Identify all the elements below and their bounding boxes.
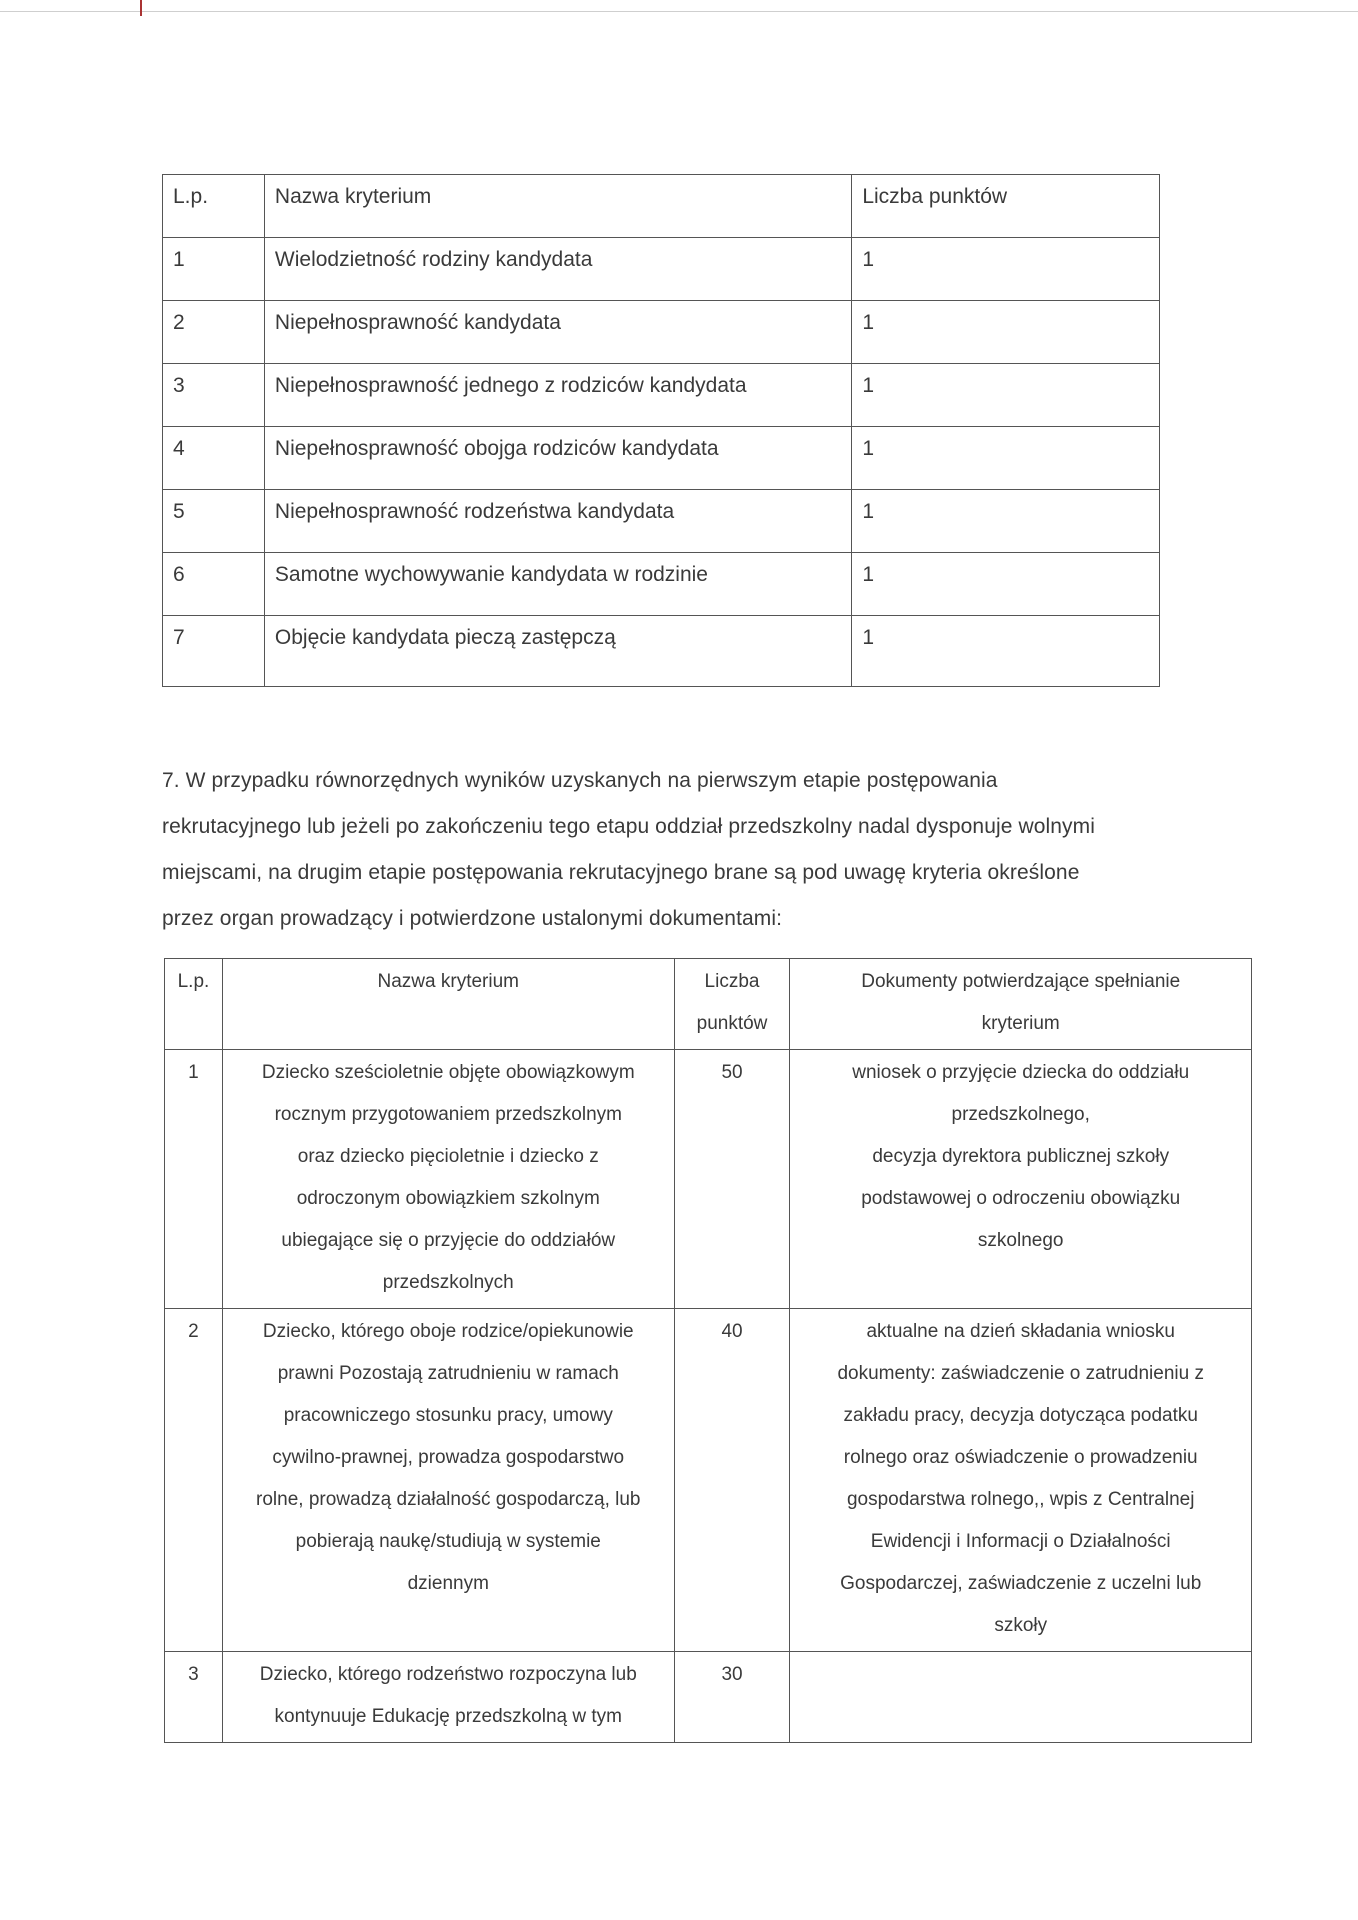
table-row — [163, 301, 1160, 364]
header-documents — [790, 959, 1252, 1050]
header-line: Dokumenty potwierdzające spełnianie — [861, 971, 1181, 992]
cell-line: pobierają naukę/studiują w systemie — [295, 1531, 601, 1552]
cell-line: pracowniczego stosunku pracy, umowy — [283, 1405, 613, 1426]
cell-criterion-name: Niepełnosprawność obojga rodziców kandydata — [264, 427, 851, 490]
cell-documents — [790, 1309, 1252, 1652]
cell-lp: 3 — [163, 364, 265, 427]
cell-points: 1 — [852, 490, 1160, 553]
header-line: Nazwa kryterium — [377, 971, 519, 992]
cell-line: Dziecko sześcioletnie objęte obowiązkowym — [261, 1062, 635, 1083]
cell-lp: 1 — [163, 238, 265, 301]
table-row — [163, 364, 1160, 427]
header-criterion-name — [222, 959, 674, 1050]
cell-line: decyzja dyrektora publicznej szkoły — [872, 1146, 1170, 1167]
cell-line: szkoły — [994, 1615, 1048, 1636]
cell-points: 50 — [674, 1050, 790, 1309]
cell-lp: 1 — [165, 1050, 223, 1309]
paragraph-line: przez organ prowadzący i potwierdzone ustalonymi dokumentami: — [162, 907, 783, 930]
cell-line: Ewidencji i Informacji o Działalności — [870, 1531, 1171, 1552]
header-criterion-name: Nazwa kryterium — [264, 175, 851, 238]
scan-top-border — [0, 11, 1358, 12]
cell-criterion-name — [222, 1309, 674, 1652]
cell-criterion-name: Samotne wychowywanie kandydata w rodzinie — [264, 553, 851, 616]
cell-line: przedszkolnego, — [951, 1104, 1090, 1125]
header-points: Liczba punktów — [852, 175, 1160, 238]
cell-line: dziennym — [407, 1573, 489, 1594]
cell-criterion-name: Wielodzietność rodziny kandydata — [264, 238, 851, 301]
cell-line: odroczonym obowiązkiem szkolnym — [296, 1188, 600, 1209]
cell-lp: 7 — [163, 616, 265, 687]
criteria-table-stage-1 — [162, 174, 1160, 687]
header-lp: L.p. — [163, 175, 265, 238]
table-row — [165, 1309, 1252, 1652]
table-row — [163, 238, 1160, 301]
cell-lp: 3 — [165, 1652, 223, 1743]
cell-lp: 4 — [163, 427, 265, 490]
cell-line: zakładu pracy, decyzja dotycząca podatku — [843, 1405, 1198, 1426]
paragraph-line: miejscami, na drugim etapie postępowania rekrutacyjnego brane są pod uwagę kryteria określone — [162, 861, 1080, 884]
cell-lp: 6 — [163, 553, 265, 616]
paragraph-stage-2 — [162, 758, 1172, 942]
cell-criterion-name: Niepełnosprawność kandydata — [264, 301, 851, 364]
cell-line: szkolnego — [977, 1230, 1064, 1251]
header-line: punktów — [696, 1013, 768, 1034]
header-points — [674, 959, 790, 1050]
cell-line: dokumenty: zaświadczenie o zatrudnieniu z — [837, 1363, 1204, 1384]
cell-line: Dziecko, którego oboje rodzice/opiekunowie — [262, 1321, 634, 1342]
header-line: kryterium — [981, 1013, 1060, 1034]
cell-line: cywilno-prawnej, prowadza gospodarstwo — [272, 1447, 625, 1468]
cell-line: prawni Pozostają zatrudnieniu w ramach — [277, 1363, 619, 1384]
cell-line: oraz dziecko pięcioletnie i dziecko z — [297, 1146, 599, 1167]
cell-criterion-name — [222, 1050, 674, 1309]
table-row — [163, 616, 1160, 687]
cell-points: 1 — [852, 616, 1160, 687]
cell-line: kontynuuje Edukację przedszkolną w tym — [274, 1706, 622, 1727]
criteria-table-stage-2 — [164, 958, 1252, 1743]
cell-points: 1 — [852, 427, 1160, 490]
cell-criterion-name: Niepełnosprawność jednego z rodziców kandydata — [264, 364, 851, 427]
table-header-row — [165, 959, 1252, 1050]
paragraph-line: rekrutacyjnego lub jeżeli po zakończeniu tego etapu oddział przedszkolny nadal dysponuje wolnymi — [162, 815, 1095, 838]
paragraph-line: 7. W przypadku równorzędnych wyników uzyskanych na pierwszym etapie postępowania — [162, 769, 998, 792]
cell-line: gospodarstwa rolnego,, wpis z Centralnej — [846, 1489, 1195, 1510]
table-row — [165, 1050, 1252, 1309]
cell-lp: 2 — [165, 1309, 223, 1652]
cell-line: aktualne na dzień składania wniosku — [866, 1321, 1175, 1342]
cell-documents — [790, 1050, 1252, 1309]
header-line: Liczba — [704, 971, 760, 992]
cell-documents — [790, 1652, 1252, 1743]
cell-lp: 5 — [163, 490, 265, 553]
cell-line: Gospodarczej, zaświadczenie z uczelni lub — [840, 1573, 1202, 1594]
cell-points: 1 — [852, 553, 1160, 616]
table-row — [165, 1652, 1252, 1743]
header-line: L.p. — [177, 971, 210, 992]
cell-line: podstawowej o odroczeniu obowiązku — [861, 1188, 1181, 1209]
cell-points: 30 — [674, 1652, 790, 1743]
cell-criterion-name: Objęcie kandydata pieczą zastępczą — [264, 616, 851, 687]
cell-line: rolnego oraz oświadczenie o prowadzeniu — [843, 1447, 1198, 1468]
cell-points: 1 — [852, 301, 1160, 364]
header-lp — [165, 959, 223, 1050]
table-header-row — [163, 175, 1160, 238]
cell-lp: 2 — [163, 301, 265, 364]
cell-line: Dziecko, którego rodzeństwo rozpoczyna lub — [259, 1664, 637, 1685]
cell-criterion-name: Niepełnosprawność rodzeństwa kandydata — [264, 490, 851, 553]
cell-line: przedszkolnych — [382, 1272, 514, 1293]
table-row — [163, 490, 1160, 553]
cell-line: ubiegające się o przyjęcie do oddziałów — [281, 1230, 616, 1251]
cell-line: rocznym przygotowaniem przedszkolnym — [274, 1104, 622, 1125]
cell-line: wniosek o przyjęcie dziecka do oddziału — [852, 1062, 1190, 1083]
cell-points: 1 — [852, 364, 1160, 427]
table-row — [163, 553, 1160, 616]
cell-points: 40 — [674, 1309, 790, 1652]
cell-line: rolne, prowadzą działalność gospodarczą, lub — [256, 1489, 641, 1510]
table-row — [163, 427, 1160, 490]
cell-points: 1 — [852, 238, 1160, 301]
cell-criterion-name — [222, 1652, 674, 1743]
scan-edge-mark — [140, 0, 142, 16]
